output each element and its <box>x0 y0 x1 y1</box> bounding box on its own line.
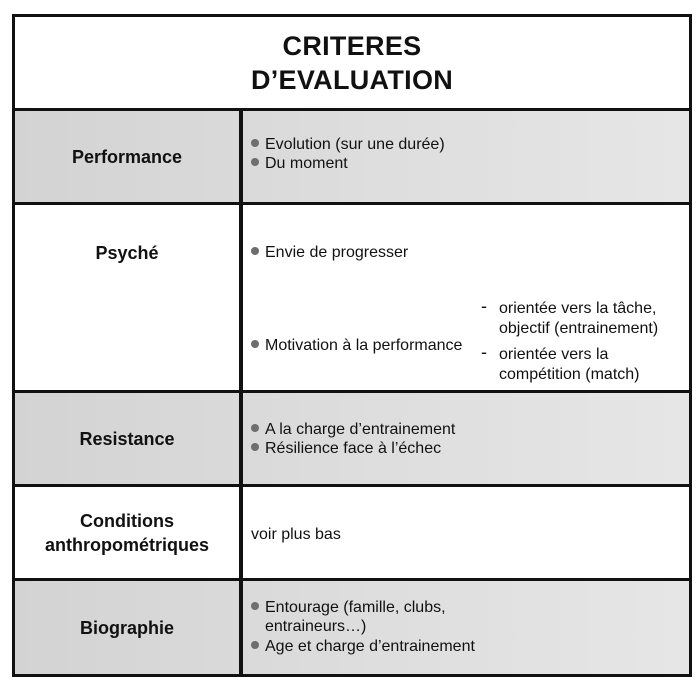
bullet-item: Motivation à la performance <box>251 336 462 355</box>
bullet-item: Résilience face à l’échec <box>251 439 441 458</box>
bullet-dot-icon <box>251 424 259 432</box>
title-line-1: CRITERES <box>282 30 422 61</box>
row-psyche <box>15 205 689 393</box>
bullet-item: A la charge d’entrainement <box>251 420 455 439</box>
bullet-item: Envie de progresser <box>251 243 408 262</box>
row-biographie <box>15 581 689 674</box>
bullet-item: Evolution (sur une durée) <box>251 135 445 154</box>
evaluation-criteria-table <box>12 14 692 677</box>
row-performance <box>15 111 689 205</box>
bullet-item: Du moment <box>251 154 348 173</box>
bullet-dot-icon <box>251 602 259 610</box>
bullet-dot-icon <box>251 247 259 255</box>
criterion-label-line-2: anthropométriques <box>44 534 209 555</box>
bullet-item: Entourage (famille, clubs, <box>251 598 446 617</box>
bullet-dot-icon <box>251 443 259 451</box>
title-line-2: D’EVALUATION <box>250 64 454 95</box>
criterion-label: Resistance <box>79 428 175 449</box>
criterion-cell <box>15 393 243 484</box>
description-cell <box>243 487 689 578</box>
description-cell <box>243 205 689 390</box>
dash-icon: - <box>481 296 487 316</box>
description-cell <box>243 581 689 674</box>
criterion-cell <box>15 205 243 390</box>
row-conditions <box>15 487 689 581</box>
bullet-dot-icon <box>251 641 259 649</box>
table-title <box>15 17 689 111</box>
sub-item: - orientée vers la tâche, objectif (entrainement) <box>481 296 659 337</box>
row-resistance <box>15 393 689 487</box>
sub-item: - orientée vers la compétition (match) <box>481 342 640 383</box>
description-text: voir plus bas <box>251 526 341 543</box>
criterion-cell <box>15 111 243 202</box>
criterion-label-line-1: Conditions <box>80 510 174 531</box>
description-cell <box>243 111 689 202</box>
criterion-cell <box>15 581 243 674</box>
criterion-label: Biographie <box>79 617 174 638</box>
bullet-dot-icon <box>251 340 259 348</box>
bullet-dot-icon <box>251 158 259 166</box>
criterion-label: Performance <box>71 146 183 167</box>
bullet-continuation: entraineurs…) <box>265 618 367 635</box>
bullet-dot-icon <box>251 139 259 147</box>
criterion-label: Psyché <box>95 243 159 263</box>
bullet-item: Age et charge d’entrainement <box>251 637 475 656</box>
criterion-cell <box>15 487 243 578</box>
description-cell <box>243 393 689 484</box>
dash-icon: - <box>481 342 487 362</box>
